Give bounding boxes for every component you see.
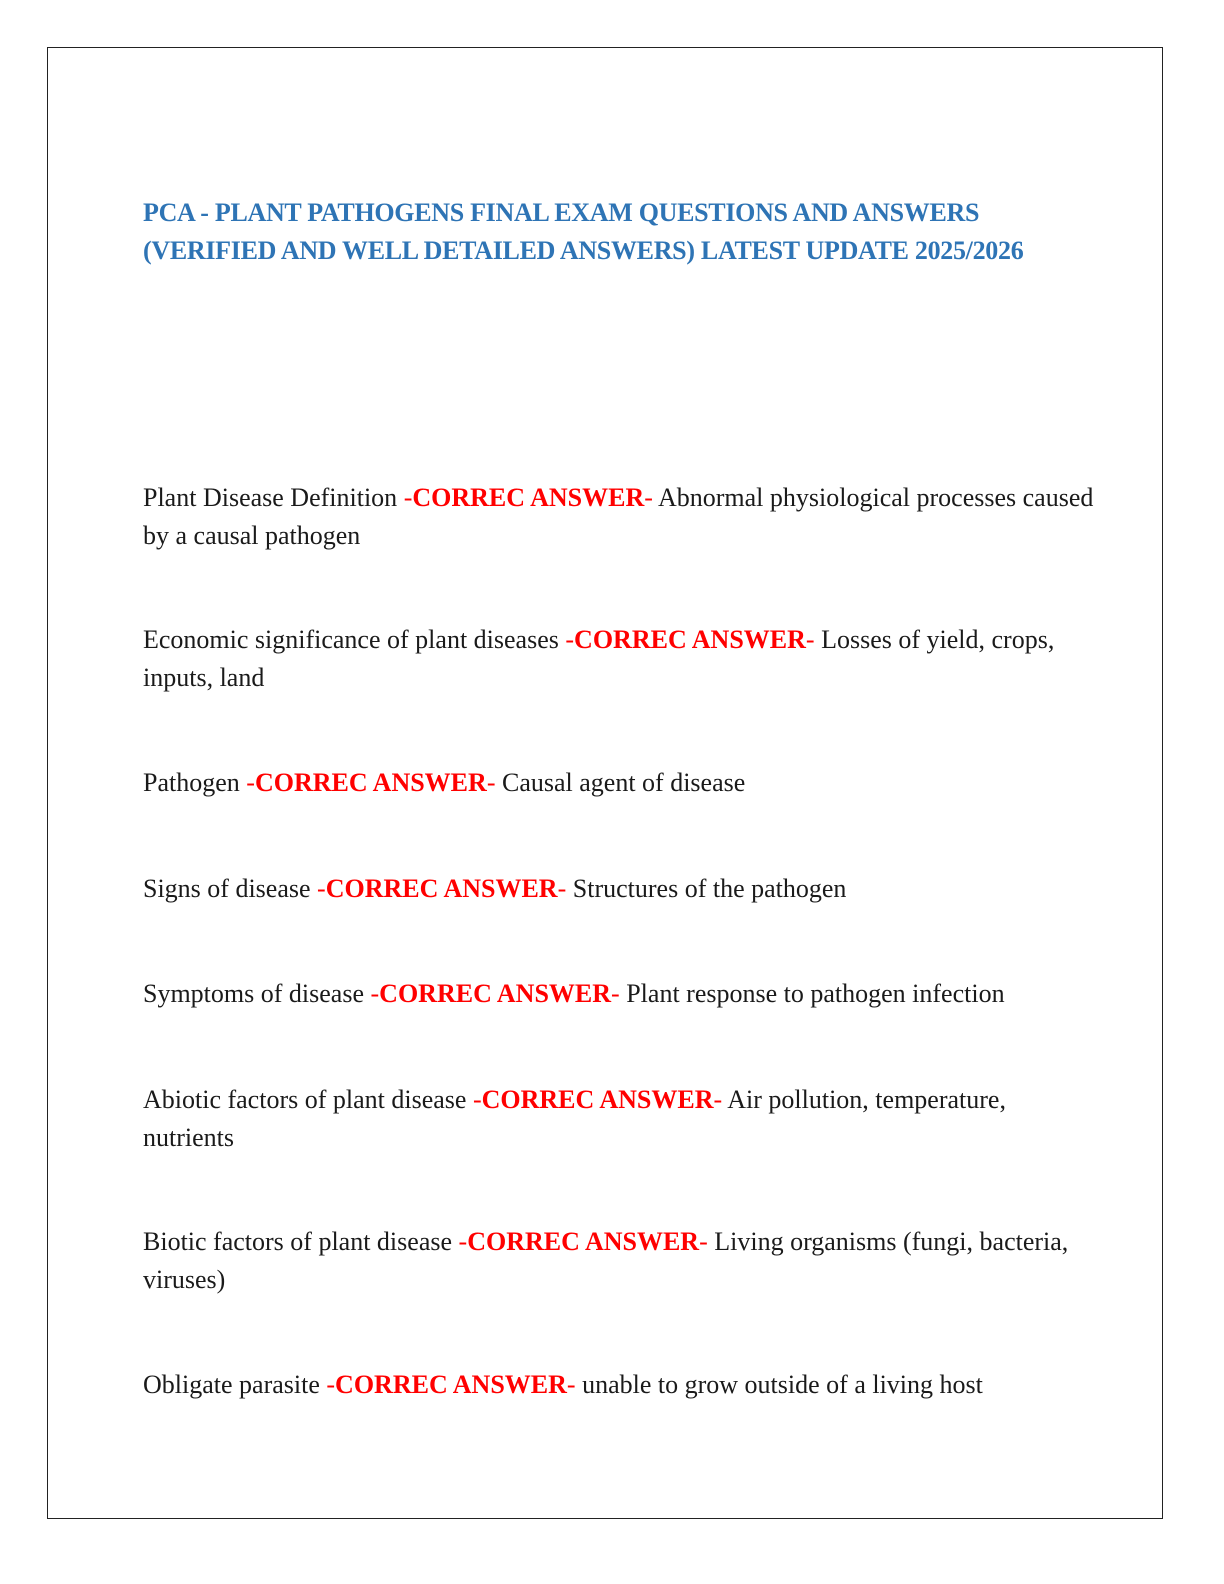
- qa-term: Biotic factors of plant disease: [143, 1227, 453, 1256]
- qa-item-pathogen: [143, 764, 1103, 802]
- qa-answer: unable to grow outside of a living host: [582, 1370, 983, 1399]
- answer-marker: -CORREC ANSWER-: [472, 1085, 723, 1114]
- qa-item-economic-significance: [143, 621, 1103, 696]
- document-title: PCA - PLANT PATHOGENS FINAL EXAM QUESTIONS AND ANSWERS (VERIFIED AND WELL DETAILED ANSWERS) LATEST UPDATE 2025/2026: [143, 198, 1024, 265]
- qa-answer: Losses of yield, crops, inputs, land: [143, 625, 1055, 692]
- answer-marker: -CORREC ANSWER-: [565, 625, 815, 654]
- qa-item-biotic-factors: [143, 1223, 1103, 1298]
- qa-answer: Structures of the pathogen: [572, 874, 847, 903]
- qa-answer: Abnormal physiological processes caused by a causal pathogen: [143, 483, 1094, 550]
- qa-answer: Plant response to pathogen infection: [626, 979, 1005, 1008]
- answer-marker: -CORREC ANSWER-: [403, 483, 653, 512]
- qa-term: Abiotic factors of plant disease: [143, 1085, 467, 1114]
- qa-answer: Causal agent of disease: [501, 768, 746, 797]
- answer-marker: -CORREC ANSWER-: [326, 1370, 576, 1399]
- qa-answer: Living organisms (fungi, bacteria, viruses): [143, 1227, 1069, 1294]
- qa-item-obligate-parasite: [143, 1366, 1103, 1404]
- qa-term: Pathogen: [143, 768, 240, 797]
- qa-term: Signs of disease: [143, 874, 311, 903]
- answer-marker: -CORREC ANSWER-: [370, 979, 620, 1008]
- qa-item-symptoms-of-disease: [143, 975, 1103, 1013]
- qa-term: Economic significance of plant diseases: [143, 625, 559, 654]
- qa-item-signs-of-disease: [143, 870, 1103, 908]
- qa-item-abiotic-factors: [143, 1081, 1103, 1156]
- qa-term: Obligate parasite: [143, 1370, 320, 1399]
- qa-term: Symptoms of disease: [143, 979, 364, 1008]
- answer-marker: -CORREC ANSWER-: [246, 768, 496, 797]
- qa-answer: Air pollution, temperature, nutrients: [143, 1085, 1006, 1152]
- qa-item-plant-disease-definition: [143, 479, 1103, 554]
- answer-marker: -CORREC ANSWER-: [458, 1227, 708, 1256]
- qa-term: Plant Disease Definition: [143, 483, 398, 512]
- answer-marker: -CORREC ANSWER-: [317, 874, 567, 903]
